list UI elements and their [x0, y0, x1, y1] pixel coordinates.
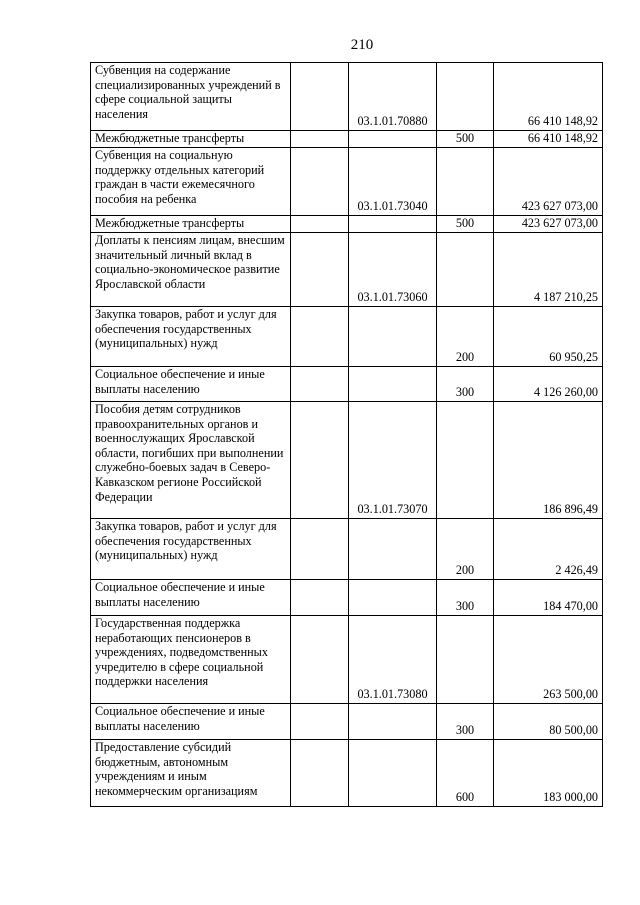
table-row — [91, 519, 603, 580]
empty-cell — [291, 367, 349, 402]
row-name: Социальное обеспечение и иные выплаты населению — [91, 367, 291, 402]
row-code: 03.1.01.73070 — [349, 402, 437, 519]
row-amount: 60 950,25 — [494, 307, 603, 367]
empty-cell — [291, 616, 349, 704]
empty-cell — [291, 63, 349, 131]
row-code — [349, 367, 437, 402]
row-amount: 2 426,49 — [494, 519, 603, 580]
empty-cell — [291, 519, 349, 580]
row-code — [349, 519, 437, 580]
table-row — [91, 307, 603, 367]
row-code — [349, 580, 437, 616]
table-row — [91, 402, 603, 519]
row-code: 03.1.01.73040 — [349, 148, 437, 216]
row-name: Субвенция на социальную поддержку отдельных категорий граждан в части ежемесячного пособия на ребенка — [91, 148, 291, 216]
empty-cell — [291, 307, 349, 367]
empty-cell — [291, 148, 349, 216]
row-name: Государственная поддержка неработающих пенсионеров в учреждениях, подведомственных учредителю в сфере социальной поддержки населения — [91, 616, 291, 704]
row-expense-type — [437, 616, 494, 704]
row-code — [349, 216, 437, 233]
row-expense-type: 200 — [437, 519, 494, 580]
row-name: Субвенция на содержание специализированных учреждений в сфере социальной защиты населения — [91, 63, 291, 131]
row-name: Закупка товаров, работ и услуг для обеспечения государственных (муниципальных) нужд — [91, 307, 291, 367]
row-expense-type: 300 — [437, 704, 494, 740]
row-expense-type: 500 — [437, 216, 494, 233]
row-expense-type: 300 — [437, 367, 494, 402]
row-amount: 66 410 148,92 — [494, 131, 603, 148]
table-row — [91, 148, 603, 216]
row-amount: 423 627 073,00 — [494, 148, 603, 216]
row-code — [349, 740, 437, 807]
empty-cell — [291, 740, 349, 807]
row-amount: 66 410 148,92 — [494, 63, 603, 131]
row-code — [349, 307, 437, 367]
table-row — [91, 616, 603, 704]
row-name: Доплаты к пенсиям лицам, внесшим значительный личный вклад в социально-экономическое развитие Ярославской области — [91, 233, 291, 307]
row-name: Закупка товаров, работ и услуг для обеспечения государственных (муниципальных) нужд — [91, 519, 291, 580]
row-name: Межбюджетные трансферты — [91, 131, 291, 148]
row-name: Межбюджетные трансферты — [91, 216, 291, 233]
page-number: 210 — [350, 37, 374, 53]
empty-cell — [291, 704, 349, 740]
row-expense-type — [437, 63, 494, 131]
row-name: Предоставление субсидий бюджетным, автономным учреждениям и иным некоммерческим организациям — [91, 740, 291, 807]
row-code — [349, 131, 437, 148]
row-expense-type: 200 — [437, 307, 494, 367]
table-row — [91, 704, 603, 740]
table-row — [91, 740, 603, 807]
row-name: Социальное обеспечение и иные выплаты населению — [91, 580, 291, 616]
row-amount: 183 000,00 — [494, 740, 603, 807]
empty-cell — [291, 402, 349, 519]
empty-cell — [291, 216, 349, 233]
empty-cell — [291, 580, 349, 616]
table-row — [91, 216, 603, 233]
row-amount: 263 500,00 — [494, 616, 603, 704]
row-code: 03.1.01.73080 — [349, 616, 437, 704]
row-code: 03.1.01.73060 — [349, 233, 437, 307]
row-amount: 423 627 073,00 — [494, 216, 603, 233]
row-expense-type — [437, 148, 494, 216]
row-expense-type: 600 — [437, 740, 494, 807]
row-amount: 4 126 260,00 — [494, 367, 603, 402]
row-amount: 4 187 210,25 — [494, 233, 603, 307]
row-amount: 184 470,00 — [494, 580, 603, 616]
empty-cell — [291, 131, 349, 148]
row-expense-type — [437, 402, 494, 519]
row-expense-type: 300 — [437, 580, 494, 616]
row-code: 03.1.01.70880 — [349, 63, 437, 131]
empty-cell — [291, 233, 349, 307]
row-name: Социальное обеспечение и иные выплаты населению — [91, 704, 291, 740]
table-row — [91, 233, 603, 307]
table-row — [91, 367, 603, 402]
row-amount: 186 896,49 — [494, 402, 603, 519]
budget-table — [90, 62, 603, 807]
row-code — [349, 704, 437, 740]
row-name: Пособия детям сотрудников правоохранительных органов и военнослужащих Ярославской области, погибших при выполнении служебно-боевых задач в Северо-Кавказском регионе Российской Федерации — [91, 402, 291, 519]
row-expense-type — [437, 233, 494, 307]
table-row — [91, 580, 603, 616]
table-row — [91, 63, 603, 131]
row-amount: 80 500,00 — [494, 704, 603, 740]
table-row — [91, 131, 603, 148]
row-expense-type: 500 — [437, 131, 494, 148]
